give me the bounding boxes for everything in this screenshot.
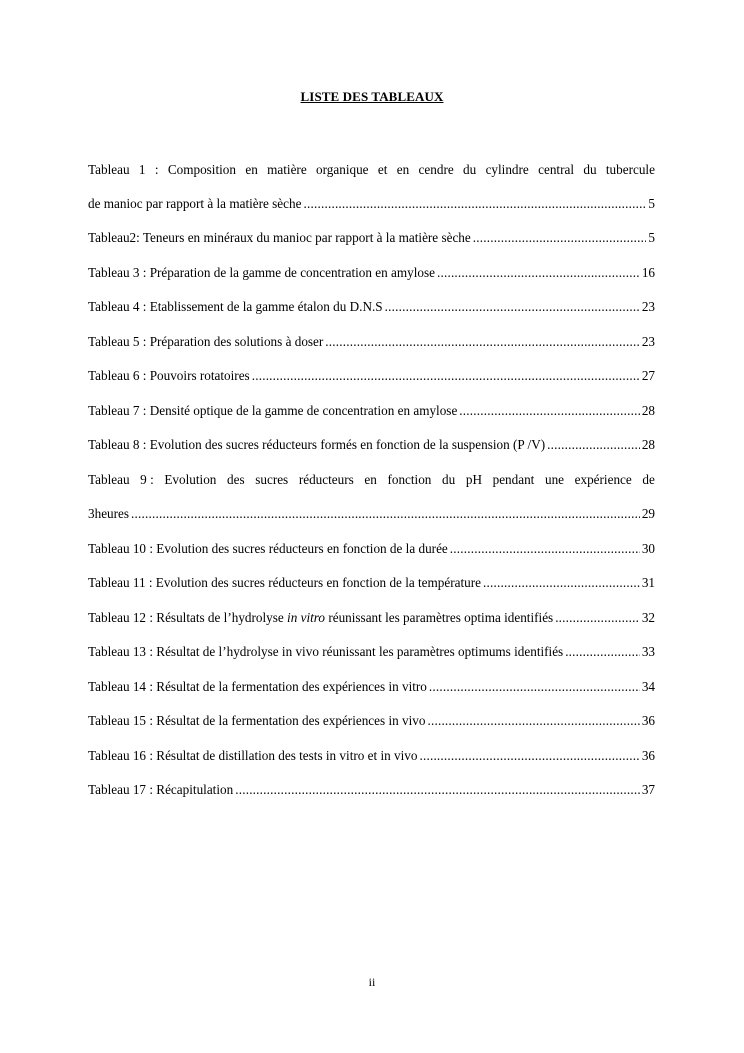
- entry-text: Tableau 11 : Evolution des sucres réducteurs en fonction de la température: [88, 575, 481, 590]
- entry-text: Tableau2: Teneurs en minéraux du manioc par rapport à la matière sèche: [88, 230, 471, 245]
- entry-text-part: réunissant les paramètres optima identifiés: [325, 610, 554, 625]
- entry-page: 37: [641, 782, 655, 797]
- word: une: [544, 472, 565, 487]
- dot-leader: [437, 264, 640, 282]
- list-item[interactable]: [88, 264, 655, 282]
- entry-page: 28: [641, 437, 655, 452]
- word: Evolution: [164, 472, 217, 487]
- entry-page: 5: [648, 196, 655, 211]
- list-item[interactable]: [88, 333, 655, 351]
- entry-text: Tableau 13 : Résultat de l’hydrolyse in vivo réunissant les paramètres optimums identifiés: [88, 644, 564, 659]
- dot-leader: [429, 678, 640, 696]
- dot-leader: [473, 229, 647, 247]
- list-item[interactable]: [88, 195, 655, 213]
- word: fonction: [387, 472, 432, 487]
- entry-text: de manioc par rapport à la matière sèche: [88, 196, 302, 211]
- word: en: [245, 162, 258, 177]
- list-item[interactable]: [88, 781, 655, 799]
- entry-text: Tableau 4 : Etablissement de la gamme étalon du D.N.S: [88, 299, 383, 314]
- word: Tableau: [88, 472, 130, 487]
- dot-leader: [450, 540, 640, 558]
- entry-page: 32: [641, 610, 655, 625]
- list-item[interactable]: [88, 402, 655, 420]
- entry-page: 34: [641, 679, 655, 694]
- word: et: [377, 162, 388, 177]
- word: :: [154, 162, 159, 177]
- dot-leader: [427, 712, 639, 730]
- word: en: [364, 472, 377, 487]
- dot-leader: [459, 402, 640, 420]
- entry-text: Tableau 15 : Résultat de la fermentation des expériences in vivo: [88, 713, 426, 728]
- entry-text: Tableau 16 : Résultat de distillation des tests in vitro et in vivo: [88, 748, 418, 763]
- entry-text: Tableau 17 : Récapitulation: [88, 782, 234, 797]
- dot-leader: [483, 574, 640, 592]
- entry-page: 23: [641, 299, 655, 314]
- entry-page: 16: [641, 265, 655, 280]
- entry-page: 36: [641, 713, 655, 728]
- entry-text-part: Tableau 12 : Résultats de l’hydrolyse: [88, 610, 288, 625]
- word: pendant: [492, 472, 535, 487]
- word: cendre: [418, 162, 454, 177]
- entry-text-italic: in vitro: [287, 610, 326, 625]
- page-title: LISTE DES TABLEAUX: [300, 89, 444, 104]
- entry-page: 5: [648, 230, 655, 245]
- list-item[interactable]: [88, 367, 655, 385]
- entry-text: 3heures: [88, 506, 130, 521]
- list-item[interactable]: [88, 298, 655, 316]
- word: matière: [267, 162, 307, 177]
- entry-text: Tableau 7 : Densité optique de la gamme de concentration en amylose: [88, 403, 458, 418]
- word: du: [583, 162, 597, 177]
- list-item[interactable]: [88, 505, 655, 523]
- entry-text: Tableau 10 : Evolution des sucres réducteurs en fonction de la durée: [88, 541, 448, 556]
- word: des: [227, 472, 245, 487]
- list-item[interactable]: [88, 609, 655, 627]
- word: central: [538, 162, 574, 177]
- word: tubercule: [605, 162, 655, 177]
- list-item[interactable]: [88, 229, 655, 247]
- entry-page: 36: [641, 748, 655, 763]
- list-item-line: [88, 471, 655, 489]
- word: Tableau: [88, 162, 130, 177]
- entry-text: Tableau 8 : Evolution des sucres réducteurs formés en fonction de la suspension (P /V): [88, 437, 546, 452]
- entry-page: 27: [641, 368, 655, 383]
- word: pH: [465, 472, 482, 487]
- dot-leader: [565, 643, 640, 661]
- dot-leader: [252, 367, 640, 385]
- word: 9 :: [140, 472, 154, 487]
- entry-text: Tableau 5 : Préparation des solutions à doser: [88, 334, 324, 349]
- entry-text: Tableau 14 : Résultat de la fermentation des expériences in vitro: [88, 679, 427, 694]
- dot-leader: [303, 195, 646, 213]
- word: du: [442, 472, 456, 487]
- word: du: [463, 162, 477, 177]
- entry-page: 33: [641, 644, 655, 659]
- word: expérience: [574, 472, 632, 487]
- word: réducteurs: [298, 472, 354, 487]
- entry-page: 28: [641, 403, 655, 418]
- list-item[interactable]: [88, 574, 655, 592]
- dot-leader: [547, 436, 640, 454]
- word: sucres: [255, 472, 289, 487]
- entry-page: 29: [641, 506, 655, 521]
- list-item[interactable]: [88, 436, 655, 454]
- word: 1: [138, 162, 146, 177]
- word: cylindre: [485, 162, 529, 177]
- entry-text: [88, 609, 553, 627]
- dot-leader: [419, 747, 639, 765]
- word: Composition: [167, 162, 236, 177]
- dot-leader: [385, 298, 640, 316]
- page-number: ii: [368, 975, 376, 989]
- entry-page: 31: [641, 575, 655, 590]
- list-item-line: [88, 161, 655, 179]
- entry-text: Tableau 3 : Préparation de la gamme de concentration en amylose: [88, 265, 435, 280]
- dot-leader: [555, 609, 640, 627]
- word: organique: [316, 162, 369, 177]
- list-item[interactable]: [88, 540, 655, 558]
- word: en: [396, 162, 410, 177]
- dot-leader: [235, 781, 640, 799]
- list-item[interactable]: [88, 643, 655, 661]
- list-item[interactable]: [88, 747, 655, 765]
- dot-leader: [131, 505, 640, 523]
- entry-text: Tableau 6 : Pouvoirs rotatoires: [88, 368, 250, 383]
- list-item[interactable]: [88, 678, 655, 696]
- list-item[interactable]: [88, 712, 655, 730]
- entry-page: 23: [641, 334, 655, 349]
- dot-leader: [325, 333, 640, 351]
- entry-page: 30: [641, 541, 655, 556]
- word: de: [642, 472, 655, 487]
